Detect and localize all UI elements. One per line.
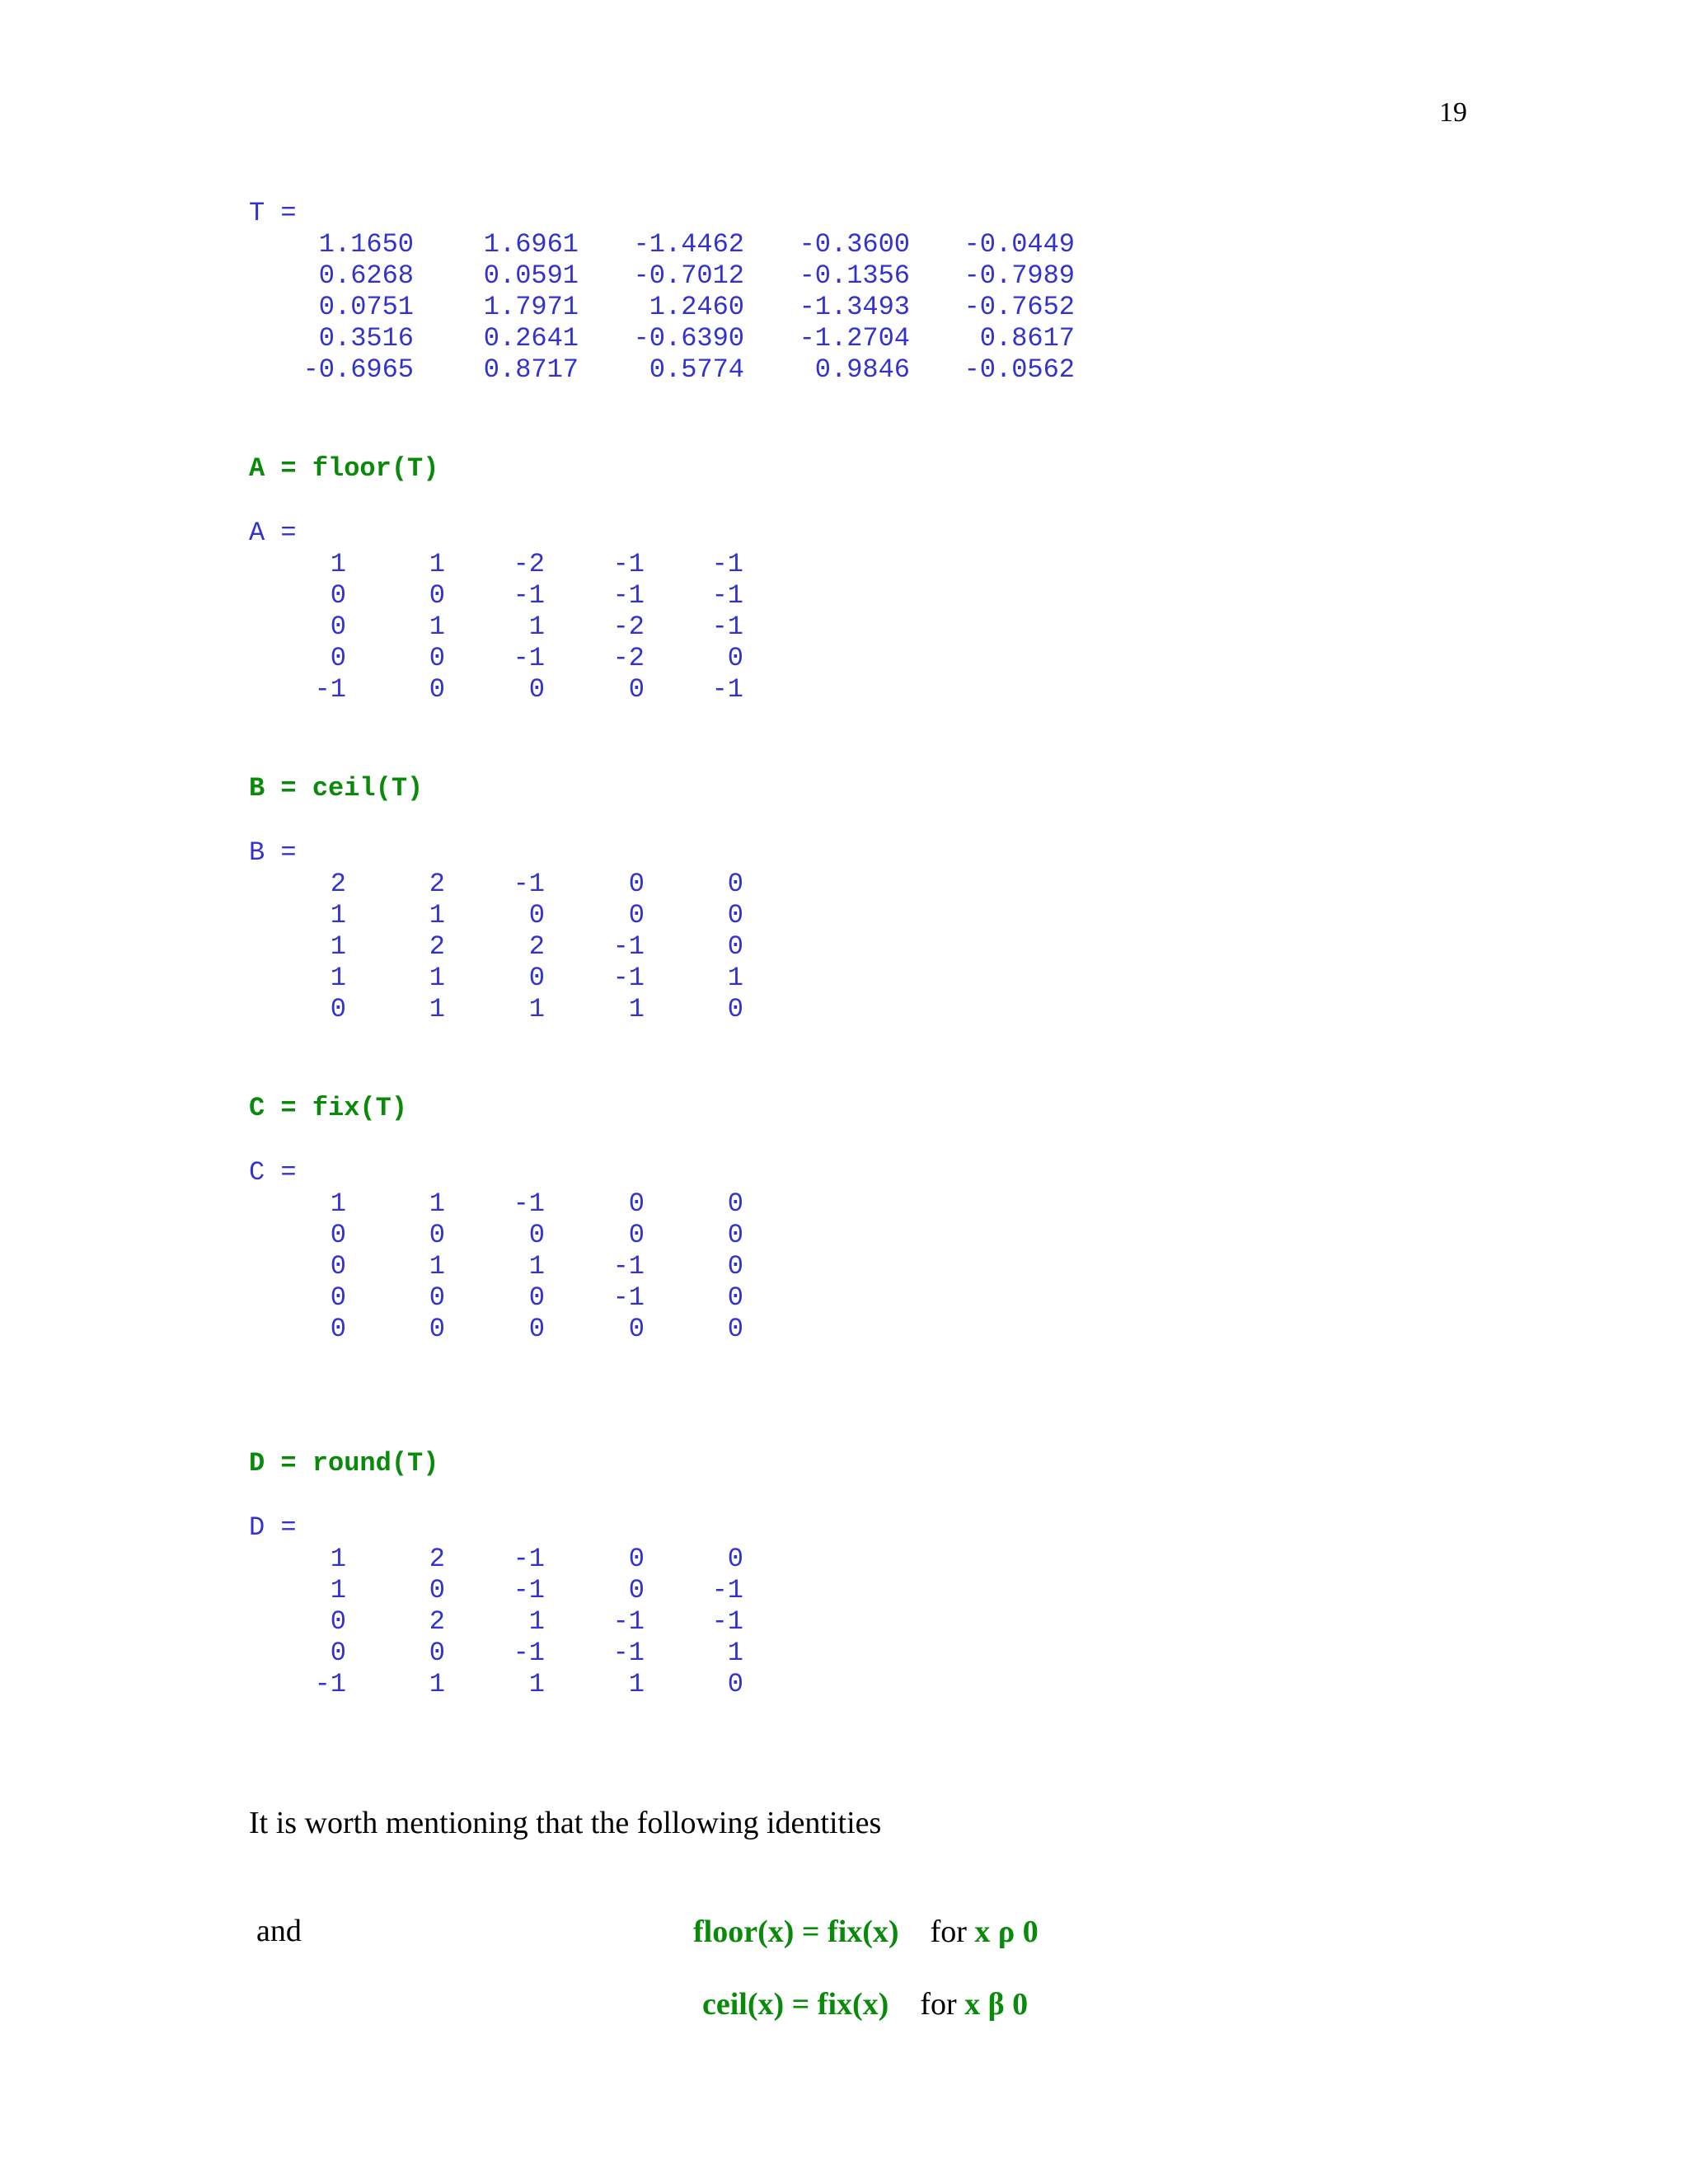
matrix-cell: 0.0591 xyxy=(483,260,579,291)
matrix-cell: 1 xyxy=(429,612,445,642)
matrix-cell: 0 xyxy=(727,931,743,962)
matrix-cell: 0 xyxy=(628,869,645,899)
matrix-cell: 0 xyxy=(429,1282,445,1313)
identity-ceil-expr: ceil(x) = fix(x) xyxy=(702,1987,889,2022)
matrix-cell: 0.3516 xyxy=(318,323,414,354)
matrix-cell: 1 xyxy=(429,963,445,993)
matrix-cell: 1 xyxy=(727,1638,743,1668)
matrix-cell: 0.2641 xyxy=(483,323,579,354)
matrix-cell: 0 xyxy=(628,1314,645,1344)
matrix-cell: 0 xyxy=(727,994,743,1024)
matrix-cell: -1 xyxy=(612,580,645,611)
matrix-cell: -1 xyxy=(612,963,645,993)
matrix-cell: 1.1650 xyxy=(318,229,414,260)
matrix-cell: 0 xyxy=(330,1314,346,1344)
matrix-cell: -1 xyxy=(612,1282,645,1313)
matrix-cell: -1 xyxy=(711,612,743,642)
matrix-cell: 0 xyxy=(528,1220,545,1250)
matrix-cell: -1 xyxy=(711,1606,743,1637)
matrix-cell: 1 xyxy=(330,549,346,579)
matrix-cell: 0 xyxy=(528,1282,545,1313)
matrix-cell: 0 xyxy=(330,643,346,673)
matrix-cell: 1 xyxy=(429,994,445,1024)
matrix-cell: -1.4462 xyxy=(633,229,744,260)
matrix-cell: 0.8617 xyxy=(979,323,1075,354)
matrix-cell: -1 xyxy=(513,580,545,611)
matrix-cell: 1 xyxy=(429,1251,445,1282)
matrix-cell: 1 xyxy=(528,1606,545,1637)
identity-floor-expr: floor(x) = fix(x) xyxy=(693,1915,899,1949)
matrix-cell: -1 xyxy=(513,869,545,899)
matrix-cell: 1 xyxy=(330,931,346,962)
matrix-cell: 0 xyxy=(727,869,743,899)
matrix-cell: 0 xyxy=(429,674,445,705)
matrix-cell: 0 xyxy=(727,1188,743,1219)
matrix-cell: 1 xyxy=(429,1669,445,1699)
command-round: D = round(T) xyxy=(249,1448,439,1479)
matrix-cell: -2 xyxy=(513,549,545,579)
matrix-cell: 1 xyxy=(429,549,445,579)
matrix-cell: 0 xyxy=(330,580,346,611)
matrix-cell: 0 xyxy=(429,1314,445,1344)
matrix-cell: -0.7989 xyxy=(964,260,1075,291)
matrix-cell: 0 xyxy=(330,994,346,1024)
matrix-cell: 1 xyxy=(528,612,545,642)
matrix-cell: -1 xyxy=(711,549,743,579)
matrix-cell: 0 xyxy=(429,1575,445,1605)
matrix-t-label: T = xyxy=(249,198,297,228)
matrix-cell: -2 xyxy=(612,612,645,642)
intro-text: It is worth mentioning that the following identities xyxy=(249,1806,882,1840)
matrix-cell: 1 xyxy=(628,994,645,1024)
matrix-cell: 0 xyxy=(429,1638,445,1668)
matrix-cell: 1 xyxy=(330,900,346,930)
matrix-cell: 2 xyxy=(429,931,445,962)
command-floor: A = floor(T) xyxy=(249,453,439,484)
command-ceil: B = ceil(T) xyxy=(249,773,424,804)
matrix-cell: 0 xyxy=(727,900,743,930)
matrix-cell: 0 xyxy=(528,1314,545,1344)
matrix-cell: -1 xyxy=(513,1638,545,1668)
matrix-cell: -2 xyxy=(612,643,645,673)
page-number: 19 xyxy=(1439,97,1467,128)
matrix-cell: 0 xyxy=(528,674,545,705)
matrix-cell: 1.6961 xyxy=(483,229,579,260)
matrix-cell: -0.6390 xyxy=(633,323,744,354)
identity-floor xyxy=(678,1877,1039,1950)
matrix-cell: 1 xyxy=(330,1544,346,1574)
matrix-cell: -1 xyxy=(314,1669,346,1699)
matrix-cell: 0 xyxy=(330,612,346,642)
matrix-c-label: C = xyxy=(249,1157,297,1188)
matrix-cell: 0.9846 xyxy=(814,354,910,385)
matrix-cell: -1 xyxy=(612,549,645,579)
matrix-cell: 1 xyxy=(528,1669,545,1699)
matrix-cell: 2 xyxy=(330,869,346,899)
matrix-cell: 0 xyxy=(727,1282,743,1313)
identity-ceil xyxy=(687,1950,1028,2022)
matrix-cell: 0 xyxy=(429,643,445,673)
matrix-cell: 0 xyxy=(628,1188,645,1219)
matrix-cell: 0 xyxy=(330,1606,346,1637)
matrix-cell: -1 xyxy=(711,580,743,611)
matrix-cell: 0 xyxy=(330,1282,346,1313)
matrix-cell: -0.6965 xyxy=(302,354,414,385)
matrix-cell: -1 xyxy=(612,1638,645,1668)
matrix-cell: -1 xyxy=(711,1575,743,1605)
matrix-cell: -1 xyxy=(513,643,545,673)
matrix-cell: 0 xyxy=(727,1220,743,1250)
command-fix: C = fix(T) xyxy=(249,1093,408,1123)
matrix-cell: -1 xyxy=(711,674,743,705)
matrix-cell: 0 xyxy=(628,674,645,705)
matrix-cell: 0 xyxy=(727,643,743,673)
matrix-cell: 0.6268 xyxy=(318,260,414,291)
matrix-cell: -0.1356 xyxy=(799,260,910,291)
matrix-cell: -1.2704 xyxy=(799,323,910,354)
matrix-cell: 0 xyxy=(628,900,645,930)
matrix-cell: 1 xyxy=(528,994,545,1024)
matrix-cell: -1 xyxy=(612,931,645,962)
matrix-cell: 1 xyxy=(628,1669,645,1699)
matrix-cell: 0 xyxy=(528,900,545,930)
matrix-cell: -0.7652 xyxy=(964,292,1075,322)
matrix-d-label: D = xyxy=(249,1512,297,1543)
matrix-cell: -1.3493 xyxy=(799,292,910,322)
matrix-cell: -1 xyxy=(513,1188,545,1219)
matrix-cell: 1 xyxy=(330,1575,346,1605)
matrix-a-label: A = xyxy=(249,518,297,548)
matrix-cell: -1 xyxy=(612,1251,645,1282)
matrix-cell: -1 xyxy=(314,674,346,705)
identity-floor-cond: x ρ 0 xyxy=(974,1915,1039,1949)
matrix-cell: 0 xyxy=(628,1220,645,1250)
matrix-cell: -0.0562 xyxy=(964,354,1075,385)
matrix-cell: 0 xyxy=(727,1251,743,1282)
matrix-cell: 1.7971 xyxy=(483,292,579,322)
identity-ceil-for: for xyxy=(920,1987,957,2022)
matrix-cell: -0.3600 xyxy=(799,229,910,260)
matrix-cell: 0 xyxy=(429,1220,445,1250)
matrix-cell: 0 xyxy=(727,1544,743,1574)
matrix-cell: 1 xyxy=(528,1251,545,1282)
matrix-cell: 0 xyxy=(727,1669,743,1699)
matrix-cell: 0 xyxy=(727,1314,743,1344)
matrix-cell: 0 xyxy=(330,1251,346,1282)
matrix-cell: 1 xyxy=(727,963,743,993)
and-text: and xyxy=(256,1914,302,1948)
matrix-cell: 2 xyxy=(429,869,445,899)
matrix-cell: -1 xyxy=(612,1606,645,1637)
matrix-cell: 1 xyxy=(429,1188,445,1219)
matrix-cell: 1.2460 xyxy=(649,292,744,322)
matrix-cell: 1 xyxy=(429,900,445,930)
matrix-cell: 0 xyxy=(628,1544,645,1574)
matrix-b-label: B = xyxy=(249,837,297,868)
matrix-cell: 0 xyxy=(528,963,545,993)
matrix-cell: 0.8717 xyxy=(483,354,579,385)
matrix-cell: 0.0751 xyxy=(318,292,414,322)
matrix-cell: -0.0449 xyxy=(964,229,1075,260)
matrix-cell: 0.5774 xyxy=(649,354,744,385)
matrix-cell: 0 xyxy=(429,580,445,611)
matrix-cell: -0.7012 xyxy=(633,260,744,291)
identity-floor-for: for xyxy=(930,1915,967,1949)
matrix-cell: 0 xyxy=(330,1220,346,1250)
matrix-cell: 2 xyxy=(429,1544,445,1574)
matrix-cell: 2 xyxy=(429,1606,445,1637)
matrix-cell: -1 xyxy=(513,1544,545,1574)
matrix-cell: -1 xyxy=(513,1575,545,1605)
identity-ceil-cond: x β 0 xyxy=(964,1987,1029,2022)
matrix-cell: 1 xyxy=(330,963,346,993)
matrix-cell: 0 xyxy=(628,1575,645,1605)
matrix-cell: 0 xyxy=(330,1638,346,1668)
matrix-cell: 1 xyxy=(330,1188,346,1219)
matrix-cell: 2 xyxy=(528,931,545,962)
